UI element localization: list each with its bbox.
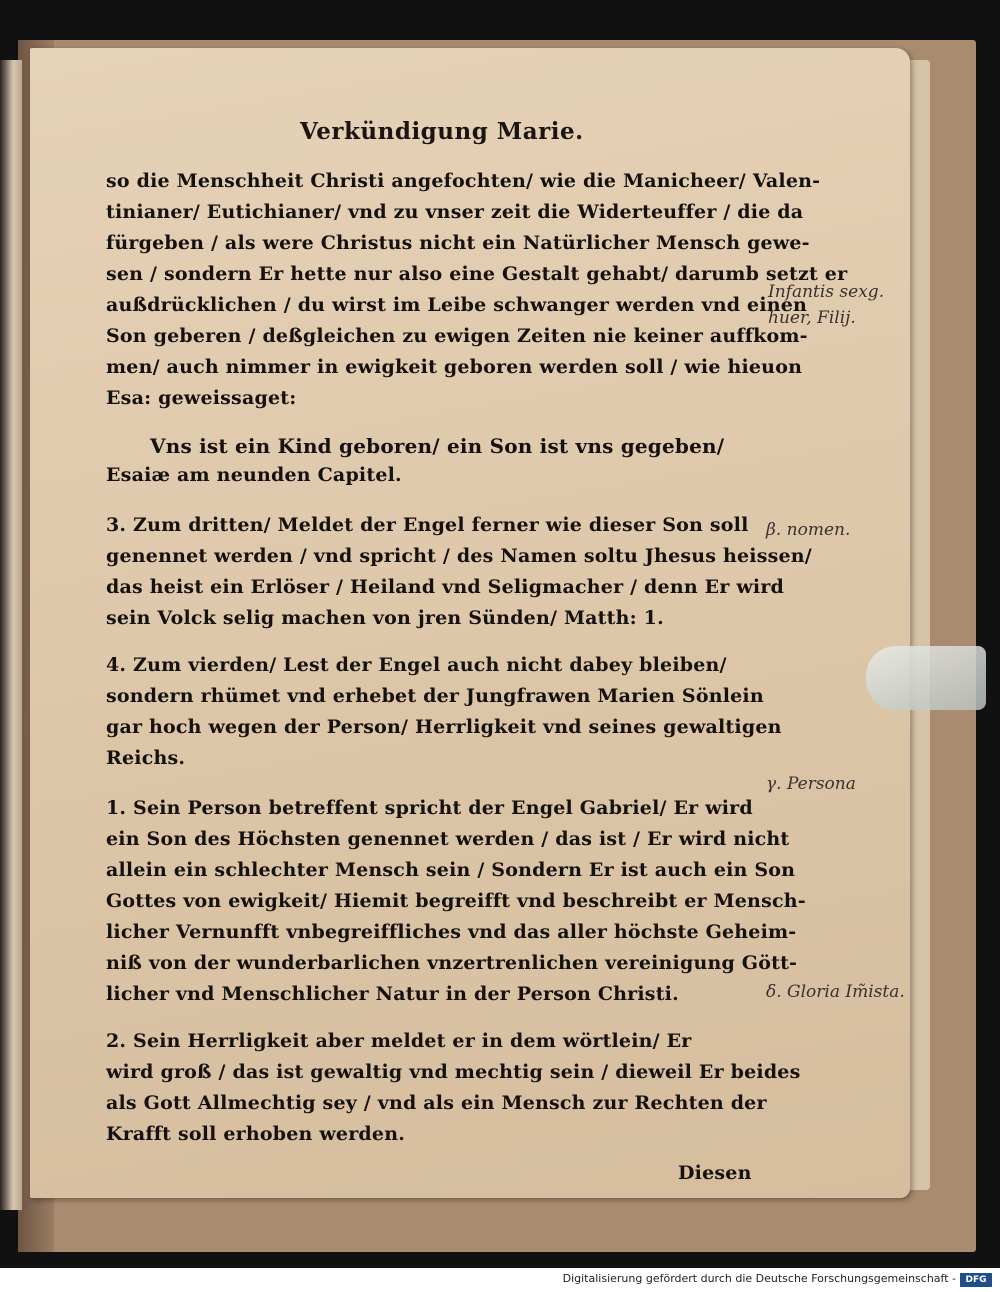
text-line: sondern rhümet vnd erhebet der Jungfrawen Marien Sönlein bbox=[106, 685, 764, 707]
text-line: außdrücklichen / du wirst im Leibe schwanger werden vnd einen bbox=[106, 294, 808, 316]
text-line: 4. Zum vierden/ Lest der Engel auch nicht dabey bleiben/ bbox=[106, 654, 727, 676]
text-line: 1. Sein Person betreffent spricht der Engel Gabriel/ Er wird bbox=[106, 797, 753, 819]
plastic-page-clip bbox=[866, 646, 986, 710]
text-line: wird groß / das ist gewaltig vnd mechtig sein / dieweil Er beides bbox=[106, 1061, 801, 1083]
text-line: gar hoch wegen der Person/ Herrligkeit vnd seines gewaltigen bbox=[106, 716, 782, 738]
text-line: Reichs. bbox=[106, 747, 186, 769]
text-line: allein ein schlechter Mensch sein / Sondern Er ist auch ein Son bbox=[106, 859, 796, 881]
footer-bar bbox=[0, 1268, 1000, 1292]
footer-credit: Digitalisierung gefördert durch die Deutsche Forschungsgemeinschaft - bbox=[562, 1272, 956, 1285]
catchword: Diesen bbox=[678, 1162, 752, 1184]
text-line: fürgeben / als were Christus nicht ein Natürlicher Mensch gewe- bbox=[106, 232, 810, 254]
text-line: so die Menschheit Christi angefochten/ wie die Manicheer/ Valen- bbox=[106, 170, 821, 192]
text-line: als Gott Allmechtig sey / vnd als ein Mensch zur Rechten der bbox=[106, 1092, 767, 1114]
text-line: licher vnd Menschlicher Natur in der Person Christi. bbox=[106, 983, 679, 1005]
text-line: Son geberen / deßgleichen zu ewigen Zeiten nie keiner auffkom- bbox=[106, 325, 808, 347]
margin-note: huer, Filij. bbox=[768, 308, 856, 328]
quote-reference: Esaiæ am neunden Capitel. bbox=[106, 464, 402, 486]
margin-note: δ. Gloria Im̃ista. bbox=[766, 982, 905, 1002]
margin-note: Infantis sexg. bbox=[768, 282, 885, 302]
book-spine bbox=[0, 60, 22, 1210]
text-line: 2. Sein Herrligkeit aber meldet er in dem wörtlein/ Er bbox=[106, 1030, 692, 1052]
text-line: Krafft soll erhoben werden. bbox=[106, 1123, 406, 1145]
text-line: sein Volck selig machen von jren Sünden/ Matth: 1. bbox=[106, 607, 664, 629]
text-line: das heist ein Erlöser / Heiland vnd Seligmacher / denn Er wird bbox=[106, 576, 785, 598]
text-line: sen / sondern Er hette nur also eine Gestalt gehabt/ darumb setzt er bbox=[106, 263, 848, 285]
dfg-logo: DFG bbox=[960, 1273, 992, 1287]
text-line: 3. Zum dritten/ Meldet der Engel ferner wie dieser Son soll bbox=[106, 514, 749, 536]
margin-note: β. nomen. bbox=[766, 520, 851, 540]
text-line: men/ auch nimmer in ewigkeit geboren werden soll / wie hieuon bbox=[106, 356, 803, 378]
text-line: niß von der wunderbarlichen vnzertrenlichen vereinigung Gött- bbox=[106, 952, 798, 974]
text-line: tinianer/ Eutichianer/ vnd zu vnser zeit die Widerteuffer / die da bbox=[106, 201, 804, 223]
text-line: Gottes von ewigkeit/ Hiemit begreifft vnd beschreibt er Mensch- bbox=[106, 890, 806, 912]
text-line: genennet werden / vnd spricht / des Namen soltu Jhesus heissen/ bbox=[106, 545, 812, 567]
margin-note: γ. Persona bbox=[766, 774, 856, 794]
text-line: Esa: geweissaget: bbox=[106, 387, 297, 409]
page-heading: Verkündigung Marie. bbox=[300, 118, 584, 145]
text-line: licher Vernunfft vnbegreiffliches vnd das aller höchste Geheim- bbox=[106, 921, 797, 943]
quote-line: Vns ist ein Kind geboren/ ein Son ist vns gegeben/ bbox=[150, 434, 725, 458]
text-line: ein Son des Höchsten genennet werden / das ist / Er wird nicht bbox=[106, 828, 790, 850]
